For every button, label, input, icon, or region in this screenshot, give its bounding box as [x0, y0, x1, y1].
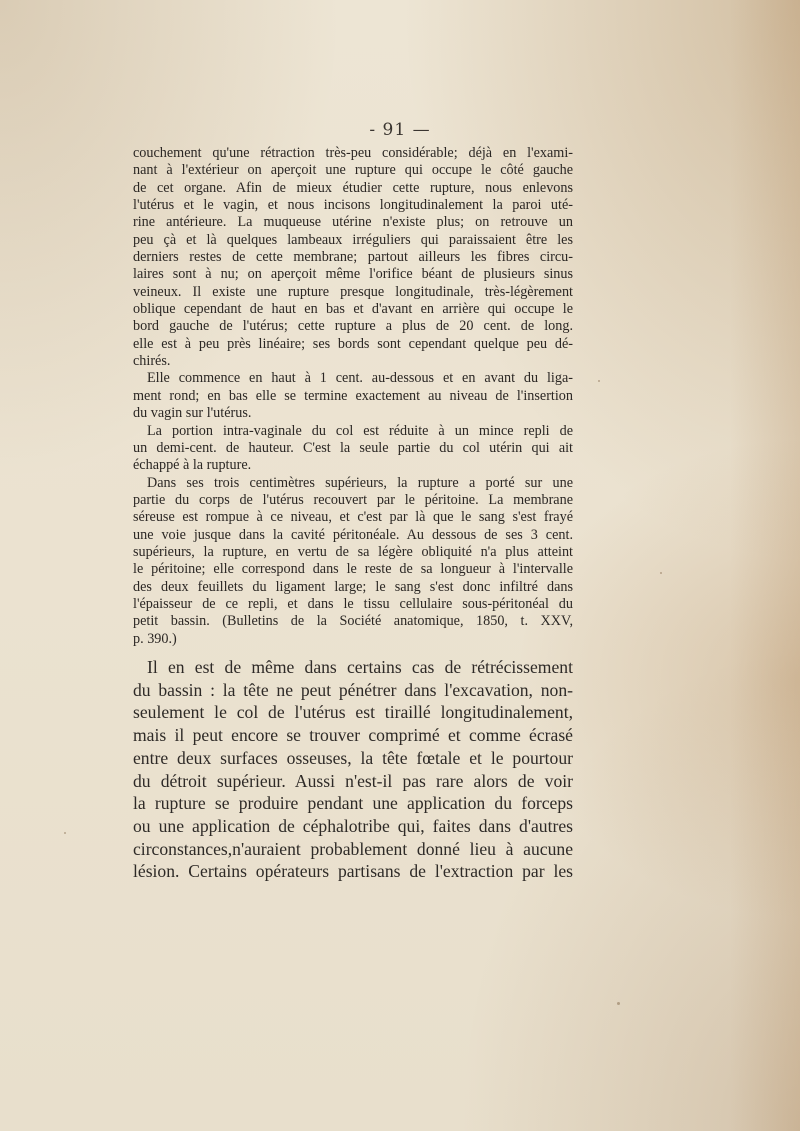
text-line: entre deux surfaces osseuses, la tête fœtale et le pourtour [133, 747, 573, 768]
case-report-paragraph [133, 145, 573, 648]
text-line: nant à l'extérieur on aperçoit une rupture qui occupe le côté gauche [133, 162, 573, 179]
text-line: petit bassin. (Bulletins de la Société anatomique, 1850, t. XXV, [133, 613, 573, 630]
text-line: l'utérus et le vagin, et nous incisons longitudinalement la paroi uté- [133, 197, 573, 214]
text-line: une voie jusque dans la cavité péritonéale. Au dessous de ses 3 cent. [133, 526, 573, 543]
text-line: mais il peut encore se trouver comprimé et comme écrasé [133, 725, 573, 746]
paper-speck [660, 572, 662, 574]
paper-speck [617, 1002, 620, 1005]
text-line: le péritoine; elle correspond dans le reste de sa longueur à l'intervalle [133, 561, 573, 578]
text-line: la rupture se produire pendant une application du forceps [133, 793, 573, 814]
text-line: des deux feuillets du ligament large; le sang s'est donc infiltré dans [133, 578, 573, 595]
page-edge-stain [730, 0, 800, 1131]
main-body-paragraph [133, 656, 573, 883]
paper-speck [598, 380, 600, 382]
text-line: La portion intra-vaginale du col est réduite à un mince repli de [147, 422, 573, 439]
text-line: Il en est de même dans certains cas de rétrécissement [147, 657, 573, 677]
text-line: du bassin : la tête ne peut pénétrer dans l'excavation, non- [133, 679, 573, 700]
text-line: oblique cependant de haut en bas et d'avant en arrière qui occupe le [133, 301, 573, 318]
text-line: séreuse est rompue à ce niveau, et c'est par là que le sang s'est frayé [133, 509, 573, 526]
text-line: du détroit supérieur. Aussi n'est-il pas rare alors de voir [133, 770, 573, 791]
text-line: Dans ses trois centimètres supérieurs, la rupture a porté sur une [147, 474, 573, 491]
text-line: lésion. Certains opérateurs partisans de l'extraction par les [133, 861, 573, 882]
text-line: ou une application de céphalotribe qui, faites dans d'autres [133, 815, 573, 836]
text-line: un demi-cent. de hauteur. C'est la seule partie du col utérin qui ait [133, 439, 573, 456]
text-line: ment rond; en bas elle se termine exactement au niveau de l'insertion [133, 387, 573, 404]
text-line: elle est à peu près linéaire; ses bords sont cependant quelque peu dé- [133, 335, 573, 352]
text-line: échappé à la rupture. [133, 457, 252, 474]
text-line: rine antérieure. La muqueuse utérine n'existe plus; on retrouve un [133, 214, 573, 231]
text-line: chirés. [133, 353, 171, 370]
text-line: partie du corps de l'utérus recouvert par le péritoine. La membrane [133, 491, 573, 508]
paper-speck [64, 832, 66, 834]
text-line: du vagin sur l'utérus. [133, 405, 252, 422]
text-line: Elle commence en haut à 1 cent. au-dessous et en avant du liga- [147, 370, 573, 387]
text-line: derniers restes de cette membrane; partout ailleurs les fibres circu- [133, 249, 573, 266]
text-line: veineux. Il existe une rupture presque longitudinale, très-légèrement [133, 283, 573, 300]
text-line: supérieurs, la rupture, en vertu de sa légère obliquité n'a plus atteint [133, 543, 573, 560]
text-line: l'épaisseur de ce repli, et dans le tissu cellulaire sous-péritonéal du [133, 595, 573, 612]
text-line: bord gauche de l'utérus; cette rupture a plus de 20 cent. de long. [133, 318, 573, 335]
page-number: - 91 — [369, 120, 431, 140]
text-line: p. 390.) [133, 630, 177, 647]
text-line: couchement qu'une rétraction très-peu considérable; déjà en l'exami- [133, 145, 573, 161]
text-line: de cet organe. Afin de mieux étudier cette rupture, nous enlevons [133, 179, 573, 196]
text-line: seulement le col de l'utérus est tiraillé longitudinalement, [133, 702, 573, 723]
text-line: laires sont à nu; on aperçoit même l'orifice béant de plusieurs sinus [133, 266, 573, 283]
text-line: circonstances,n'auraient probablement donné lieu à aucune [133, 838, 573, 859]
text-line: peu çà et là quelques lambeaux irréguliers qui paraissaient être les [133, 231, 573, 248]
